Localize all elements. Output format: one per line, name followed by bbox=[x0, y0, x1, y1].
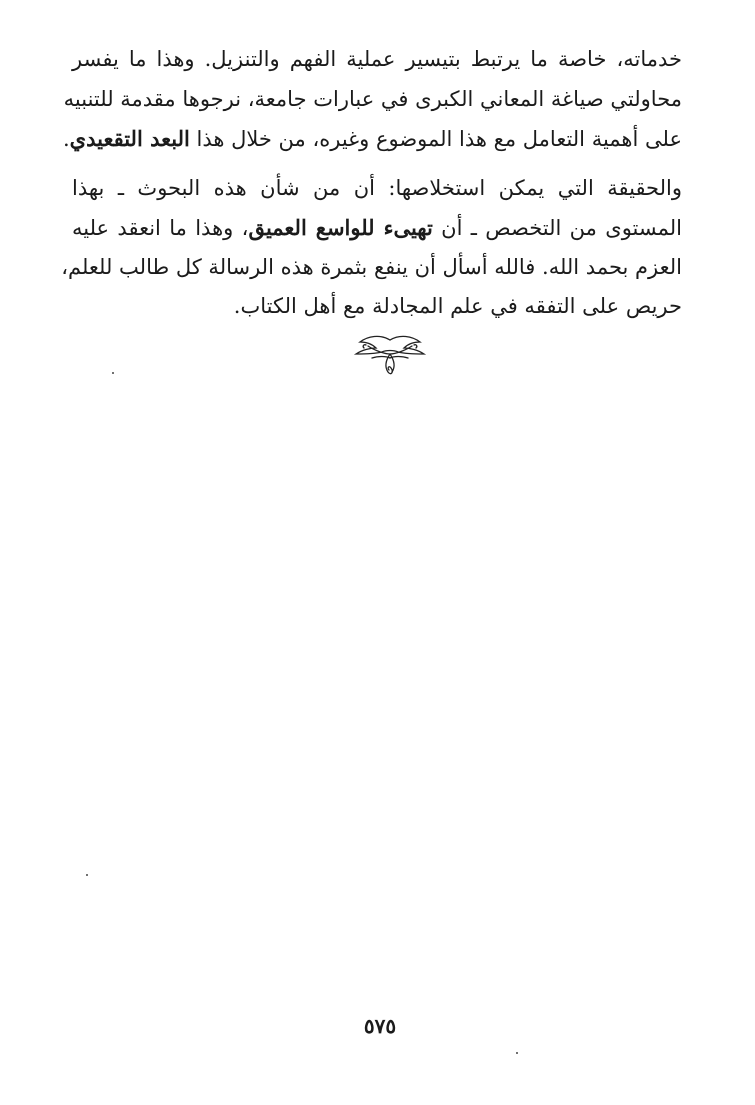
scan-speck bbox=[112, 372, 114, 374]
paragraph-2-line-2 bbox=[72, 208, 682, 248]
paragraph-2-line-2-end: ، وهذا ما انعقد عليه bbox=[72, 216, 249, 240]
paragraph-1-end-mark: . bbox=[62, 127, 70, 151]
paragraph-1-line-3 bbox=[62, 119, 682, 159]
emphasis-deep-breadth: تهيىء للواسع العميق bbox=[248, 215, 433, 240]
paragraph-1-line-1: خدماته، خاصة ما يرتبط بتيسير عملية الفهم والتنزيل. وهذا ما يفسر bbox=[72, 47, 682, 71]
body-text bbox=[61, 40, 682, 327]
floral-flourish-ornament-icon bbox=[350, 332, 430, 380]
paragraph-1-line-3-text: على أهمية التعامل مع هذا الموضوع وغيره، من خلال هذا bbox=[189, 127, 682, 151]
paragraph-1-line-2: محاولتي صياغة المعاني الكبرى في عبارات جامعة، نرجوها مقدمة للتنبيه bbox=[63, 86, 682, 111]
paragraph-2-line-4: حريص على التفقه في علم المجادلة مع أهل الكتاب. bbox=[233, 294, 682, 318]
paragraph-2-line-2-start: المستوى من التخصص ـ أن bbox=[432, 216, 682, 240]
scan-speck bbox=[516, 1052, 518, 1054]
emphasis-tagidi-dimension: البعد التقعيدي bbox=[69, 126, 190, 151]
paragraph-gap bbox=[72, 159, 682, 169]
paragraph-2-line-1: والحقيقة التي يمكن استخلاصها: أن من شأن هذه البحوث ـ بهذا bbox=[72, 175, 682, 200]
paragraph-2-line-3: العزم بحمد الله. فالله أسأل أن ينفع بثمرة هذه الرسالة كل طالب للعلم، bbox=[61, 254, 682, 279]
scan-speck bbox=[86, 874, 88, 876]
page-number: ٥٧٥ bbox=[363, 1014, 397, 1038]
